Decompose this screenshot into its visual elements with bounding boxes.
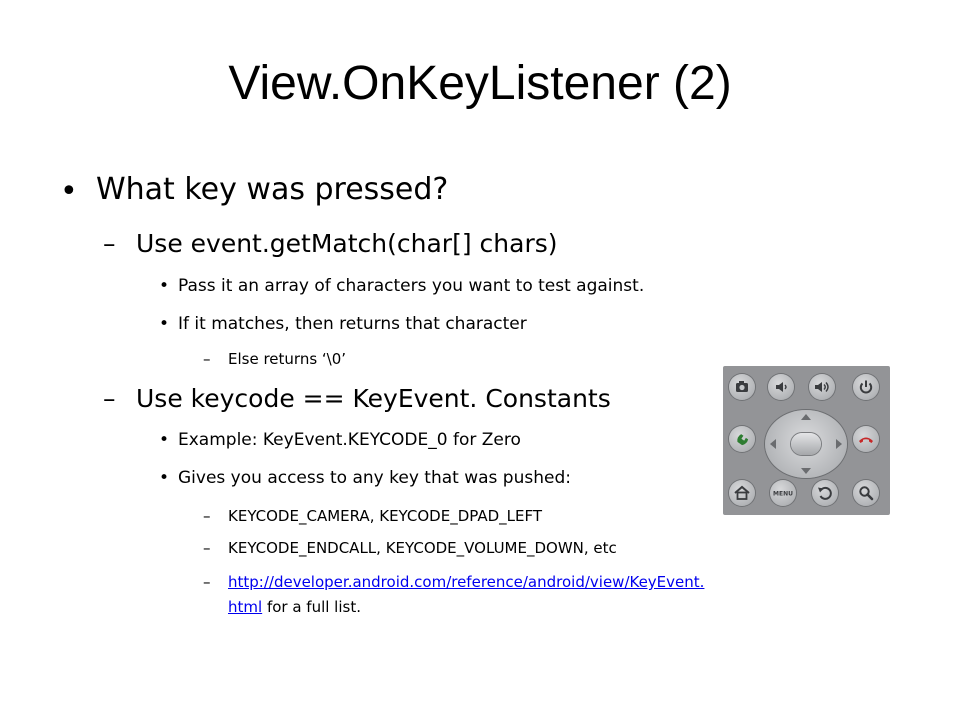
bullet-marker: • (159, 468, 170, 488)
dpad-down-icon (801, 468, 811, 474)
bullet-text: KEYCODE_ENDCALL, KEYCODE_VOLUME_DOWN, etc (228, 539, 617, 557)
slide-title: View.OnKeyListener (2) (228, 57, 732, 110)
reference-suffix: for a full list. (262, 598, 361, 616)
bullet-marker: • (159, 430, 170, 450)
bullet-text: Example: KeyEvent.KEYCODE_0 for Zero (178, 430, 521, 450)
bullet-text: Else returns ‘\0’ (228, 350, 347, 368)
dpad-center-icon (791, 433, 821, 455)
bullet-marker: – (203, 350, 211, 368)
search-icon (853, 480, 879, 506)
bullet-text: KEYCODE_CAMERA, KEYCODE_DPAD_LEFT (228, 507, 543, 525)
emulator-keypad-image (723, 366, 890, 515)
power-icon (853, 374, 879, 400)
dpad (765, 410, 847, 478)
bullet-marker: – (103, 229, 116, 258)
bullet-text: Gives you access to any key that was pushed: (178, 468, 571, 488)
bullet-marker: • (159, 276, 170, 296)
volume-down-icon (768, 374, 794, 400)
keyevent-reference-link-continued[interactable]: html (228, 598, 263, 616)
bullet-text: If it matches, then returns that character (178, 314, 527, 334)
bullet-marker: – (203, 507, 211, 525)
bullet-text: Use event.getMatch(char[] chars) (136, 229, 558, 258)
home-icon (729, 480, 755, 506)
bullet-text: Pass it an array of characters you want to test against. (178, 276, 645, 296)
back-icon (812, 480, 838, 506)
dpad-left-icon (770, 439, 776, 449)
bullet-marker: • (159, 314, 170, 334)
dpad-right-icon (836, 439, 842, 449)
bullet-text: Use keycode == KeyEvent. Constants (136, 384, 611, 413)
bullet-marker: • (60, 174, 78, 209)
dpad-up-icon (801, 414, 811, 420)
call-icon (729, 426, 755, 452)
reference-line (228, 573, 704, 591)
reference-line-2 (228, 598, 361, 616)
camera-icon (729, 374, 755, 400)
bullet-marker: – (203, 539, 211, 557)
bullet-marker: – (103, 384, 116, 413)
volume-up-icon (809, 374, 835, 400)
bullet-text: What key was pressed? (96, 172, 449, 207)
menu-label: MENU (773, 490, 793, 498)
bullet-marker: – (203, 573, 211, 591)
menu-icon (770, 480, 796, 506)
end-call-icon (853, 426, 879, 452)
keyevent-reference-link[interactable]: http://developer.android.com/reference/android/view/KeyEvent. (228, 573, 705, 591)
